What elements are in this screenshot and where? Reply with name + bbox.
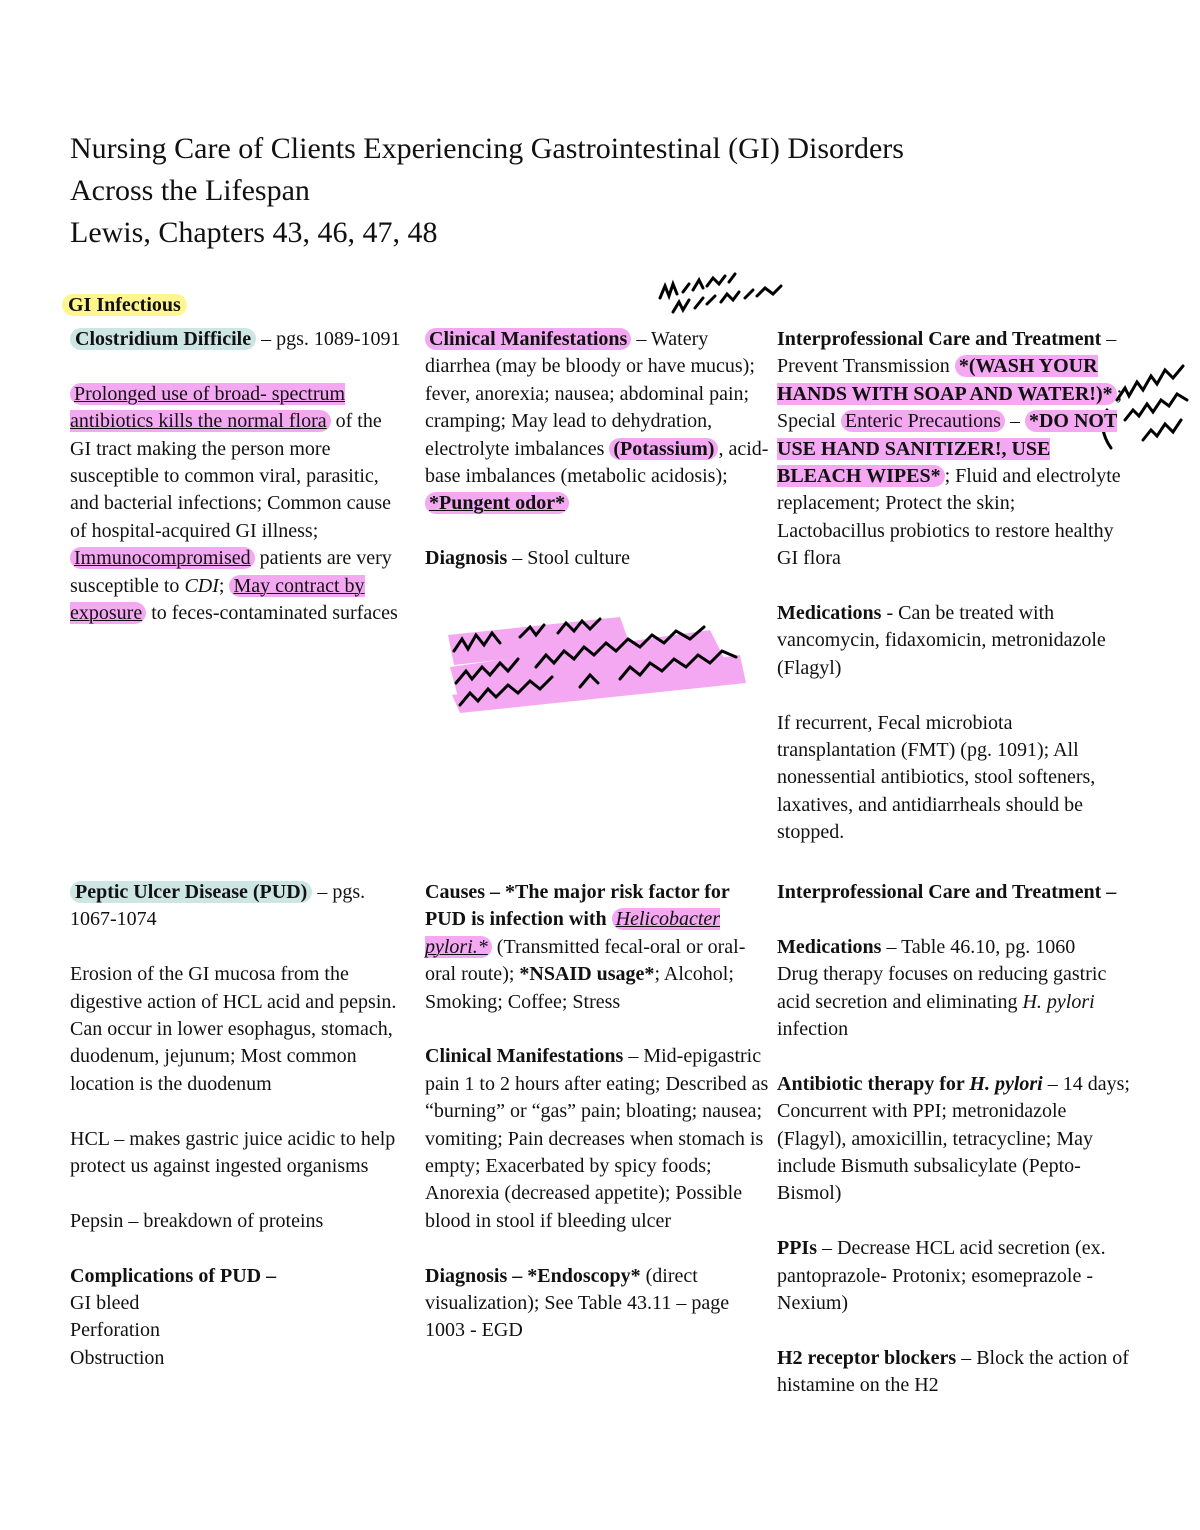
cdi-abbr: CDI — [184, 574, 219, 597]
cdi-potassium: (Potassium) — [609, 438, 718, 460]
cdi-recurrent: If recurrent, Fecal microbiota transplantation (FMT) (pg. 1091); All nonessential antibiotics, stool softeners, laxatives, and antidiarrheals should be stopped. — [777, 711, 1096, 844]
cdi-bleach-wipes: *DO NOT USE HAND SANITIZER!, USE BLEACH WIPES* — [777, 410, 1118, 488]
cdi-ipc-text: – — [1004, 410, 1025, 433]
pud-pages: – pgs. 1067-1074 — [70, 881, 366, 931]
cdi-heading: Clostridium Difficile — [70, 328, 256, 350]
cdi-ipc-label: Interprofessional Care and Treatment — [777, 328, 1102, 350]
pud-abx-em: H. pylori — [969, 1072, 1043, 1095]
pud-ppi-label: PPIs — [777, 1237, 817, 1260]
pud-pepsin: Pepsin – breakdown of proteins — [70, 1209, 324, 1232]
pud-med-label: Medications — [777, 935, 882, 958]
cdi-pages: – pgs. 1089-1091 — [256, 328, 401, 350]
pud-heading: Peptic Ulcer Disease (PUD) — [70, 881, 312, 903]
cdi-highlight-exposure: May contract by exposure — [70, 574, 365, 625]
pud-nsaid: *NSAID usage* — [519, 963, 655, 986]
pud-complications-label: Complications of PUD – — [70, 1264, 277, 1287]
pud-abx-label: Antibiotic therapy for — [777, 1072, 970, 1095]
pud-ppi-text: – Decrease HCL acid secretion (ex. pantoprazole- Protonix; esomeprazole - Nexium) — [777, 1237, 1106, 1315]
cdi-med-text: - Can be treated with vancomycin, fidaxomicin, metronidazole (Flagyl) — [777, 602, 1106, 679]
pud-column-left — [70, 879, 410, 1372]
cdi-column-right — [777, 326, 1127, 847]
pud-complication-item: GI bleed — [70, 1292, 140, 1315]
pud-complication-item: Obstruction — [70, 1346, 165, 1369]
pud-med-text: Drug therapy focuses on reducing gastric acid secretion and eliminating — [777, 963, 1107, 1013]
cdi-pungent-odor: *Pungent odor* — [429, 492, 566, 515]
pud-cm-text: – Mid-epigastric pain 1 to 2 hours after eating; Described as “burning” or “gas” pain; bloating; nausea; vomiting; Pain decreases when stomach is empty; Exacerbated by spicy foods; Anorexia (decreased appetite); Possible blood in stool if bleeding ulcer — [425, 1045, 769, 1232]
cdi-column-left — [70, 326, 405, 655]
pud-causes-text: (Transmitted fecal-oral or oral-oral route); — [425, 935, 746, 986]
pud-causes-label: Causes – — [425, 881, 501, 903]
cdi-ipc-text: – Prevent Transmission — [777, 328, 1117, 378]
section-label-text: GI Infectious — [62, 294, 187, 316]
cdi-cm-label: Clinical Manifestations — [425, 328, 631, 350]
cdi-dx-text: – Stool culture — [507, 547, 631, 570]
title-line-2: Across the Lifespan — [70, 174, 310, 207]
cdi-text: ; — [218, 574, 230, 597]
pud-abx-text: – 14 days; Concurrent with PPI; metronidazole (Flagyl), amoxicillin, tetracycline; May include Bismuth subsalicylate (Pepto-Bismol) — [777, 1072, 1130, 1205]
pud-ipc-label: Interprofessional Care and Treatment – — [777, 881, 1117, 903]
cdi-ipc-text: ; Fluid and electrolyte replacement; Protect the skin; Lactobacillus probiotics to restore healthy GI flora — [777, 465, 1121, 570]
section-label — [62, 292, 187, 319]
cdi-column-middle — [425, 326, 773, 600]
cdi-dx-label: Diagnosis — [425, 547, 508, 570]
cdi-cm-text: , acid-base imbalances (metabolic acidosis); — [425, 437, 769, 488]
pud-dx-text: (direct visualization); See Table 43.11 – page 1003 - EGD — [425, 1264, 730, 1342]
handwriting-annotation-middle — [440, 605, 750, 715]
pud-causes-text: ; Alcohol; Smoking; Coffee; Stress — [425, 963, 734, 1013]
cdi-wash-hands: *(WASH YOUR HANDS WITH SOAP AND WATER!)* — [777, 355, 1117, 404]
pud-hcl: HCL – makes gastric juice acidic to help protect us against ingested organisms — [70, 1127, 396, 1178]
pud-h2-text: – Block the action of histamine on the H2 — [777, 1346, 1129, 1397]
cdi-med-label: Medications — [777, 602, 882, 625]
cdi-text: of the GI tract making the person more susceptible to common viral, parasitic, and bacterial infections; Common cause of hospital-acquired GI illness; — [70, 410, 392, 542]
page-title — [70, 128, 1150, 254]
pud-column-right — [777, 879, 1132, 1400]
pud-med-text: – Table 46.10, pg. 1060 — [881, 935, 1076, 958]
pud-causes-bold: *The major risk factor for PUD is infection with — [425, 881, 730, 931]
title-line-3: Lewis, Chapters 43, 46, 47, 48 — [70, 216, 438, 249]
cdi-text: to feces-contaminated surfaces — [146, 602, 398, 625]
pud-definition: Erosion of the GI mucosa from the digestive action of HCL acid and pepsin. Can occur in lower esophagus, stomach, duodenum, jejunum; Most common location is the duodenum — [70, 963, 397, 1095]
pud-med-text: infection — [777, 1018, 849, 1041]
cdi-cm-text: – Watery diarrhea (may be bloody or have mucus); fever, anorexia; nausea; abdominal pain; cramping; May lead to dehydration, electrolyte imbalances — [425, 328, 755, 460]
pud-h-pylori: Helicobacter pylori.* — [425, 908, 721, 958]
pud-dx-label: Diagnosis – *Endoscopy* — [425, 1264, 641, 1287]
cdi-enteric-precautions: Enteric Precautions — [841, 410, 1005, 432]
cdi-highlight-immunocompromised: Immunocompromised — [74, 547, 251, 570]
title-line-1: Nursing Care of Clients Experiencing Gastrointestinal (GI) Disorders — [70, 132, 904, 165]
handwriting-annotation-top — [655, 268, 790, 318]
cdi-ipc-text: ; Special — [777, 382, 1123, 433]
pud-h2-label: H2 receptor blockers — [777, 1346, 957, 1369]
cdi-highlight-broad-spectrum: Prolonged use of broad- spectrum antibiotics kills the normal flora — [70, 382, 346, 433]
pud-med-em: H. pylori — [1022, 990, 1095, 1013]
pud-column-middle — [425, 879, 770, 1345]
pud-complication-item: Perforation — [70, 1319, 160, 1342]
pud-cm-label: Clinical Manifestations — [425, 1045, 624, 1068]
cdi-text: patients are very susceptible to — [70, 547, 392, 597]
